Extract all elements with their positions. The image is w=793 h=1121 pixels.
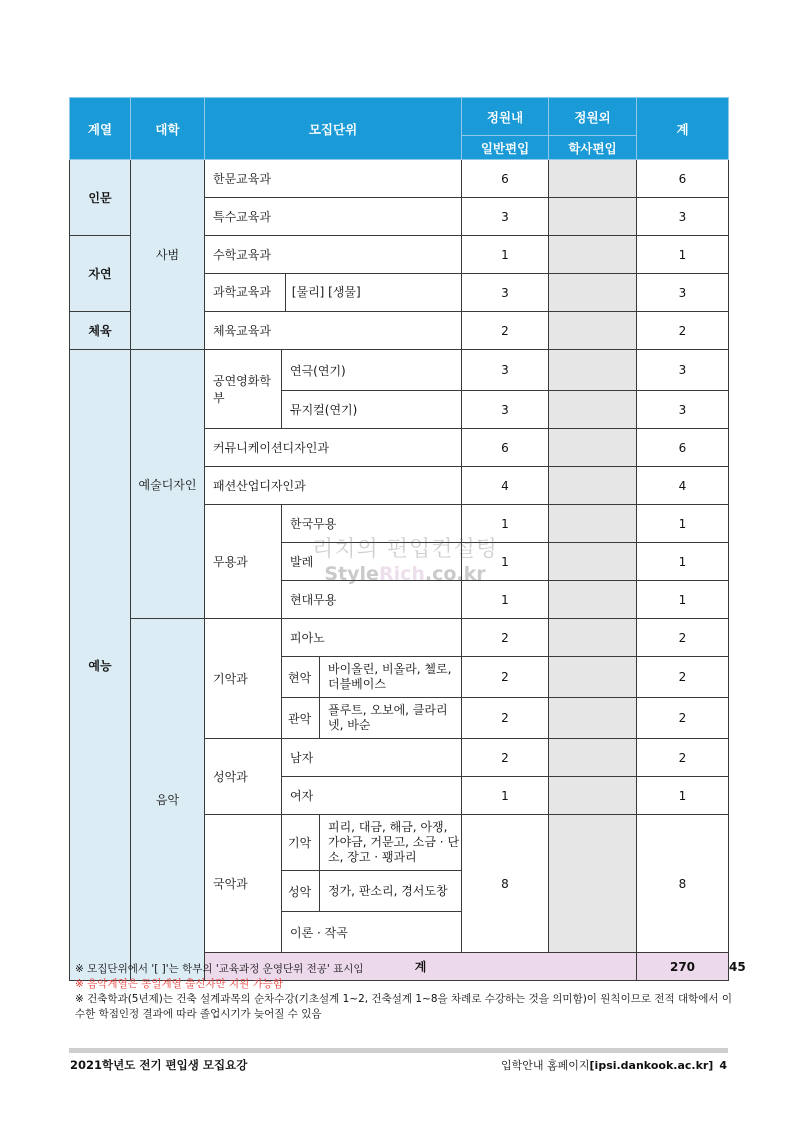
count-total: 6 bbox=[637, 160, 729, 198]
unit-gwahak: 과학교육과 bbox=[213, 285, 271, 299]
count-ilban: 1 bbox=[462, 581, 549, 619]
unit-gwanak-detail: 플루트, 오보에, 클라리넷, 바순 bbox=[320, 698, 462, 739]
group-cheyuk: 체육 bbox=[70, 312, 131, 350]
count-total: 3 bbox=[637, 198, 729, 236]
header-haksa: 학사편입 bbox=[549, 136, 637, 160]
footer-divider bbox=[69, 1048, 728, 1053]
count-total: 1 bbox=[637, 777, 729, 815]
count-ilban: 8 bbox=[462, 815, 549, 953]
count-haksa-empty bbox=[549, 619, 637, 657]
group-yeneung: 예능 bbox=[70, 350, 131, 981]
count-total: 6 bbox=[637, 429, 729, 467]
unit-hanmun: 한문교육과 bbox=[205, 160, 462, 198]
count-haksa-empty bbox=[549, 160, 637, 198]
note-3: ※ 건축학과(5년제)는 건축 설계과목의 순차수강(기초설계 1~2, 건축설계 1~8을 차례로 수강하는 것을 의미함)이 원칙이므로 전적 대학에서 이수한 학점인정 결과에 따라 졸업시기가 늦어질 수 있음 bbox=[75, 993, 733, 1020]
count-haksa-empty bbox=[549, 739, 637, 777]
header-gye: 계 bbox=[637, 98, 729, 160]
count-total: 2 bbox=[637, 619, 729, 657]
count-haksa-empty bbox=[549, 505, 637, 543]
group-jayeon: 자연 bbox=[70, 236, 131, 312]
count-total: 2 bbox=[637, 657, 729, 698]
count-haksa-empty bbox=[549, 543, 637, 581]
unit-namja: 남자 bbox=[282, 739, 462, 777]
unit-seongak: 성악과 bbox=[205, 739, 282, 815]
count-ilban: 2 bbox=[462, 739, 549, 777]
count-haksa-empty bbox=[549, 236, 637, 274]
count-total: 1 bbox=[637, 505, 729, 543]
note-1: ※ 모집단위에서 '[ ]'는 학부의 '교육과정 운영단위 전공' 표시임 bbox=[75, 963, 364, 975]
unit-gongyeon: 공연영화학부 bbox=[205, 350, 282, 429]
unit-teuksu: 특수교육과 bbox=[205, 198, 462, 236]
count-ilban: 3 bbox=[462, 274, 549, 312]
count-haksa-empty bbox=[549, 698, 637, 739]
count-ilban: 2 bbox=[462, 312, 549, 350]
unit-gugak-seongak-detail: 정가, 판소리, 경서도창 bbox=[320, 871, 462, 912]
count-total: 2 bbox=[637, 312, 729, 350]
total-label: 계 bbox=[205, 953, 637, 981]
unit-muyong: 무용과 bbox=[205, 505, 282, 619]
unit-gugak: 국악과 bbox=[205, 815, 282, 953]
unit-fashion: 패션산업디자인과 bbox=[205, 467, 462, 505]
unit-hyeonak: 현악 bbox=[282, 657, 320, 698]
unit-suhak: 수학교육과 bbox=[205, 236, 462, 274]
unit-yeoja: 여자 bbox=[282, 777, 462, 815]
count-haksa-empty bbox=[549, 467, 637, 505]
unit-gwahak-cell bbox=[205, 274, 462, 312]
recruitment-table: 계열 대학 모집단위 정원내 정원외 계 일반편입 학사편입 인문 사범 한문교육과 6 6 특수교육과 3 3 자연 수학교육과 1 1 과학교육과 [물리] [생물] 3 3 체육 체육교육과 2 2 예능 예술디자인 공연영화학부 연극(연기) 3 3 뮤지컬(연기) 3 3 커뮤니케이션디자인과 6 6 패션산업디자인과 4 4 무용과 한국무용 1 1 발레 1 1 현대무용 1 1 음악 기악과 피아노 2 2 현악 바이올린, 비올라, 첼로, 더블베이스 2 2 관악 플루트, 오보에, 클라리넷, 바순 2 2 성악과 남자 2 2 여자 1 1 국악과 기악 피리, 대금, 해금, 아쟁, 가야금, 거문고, 소금 · 단소, 장고 · 꽹과리 8 8 성악 정가, 판소리, 경서도창 이론 · 작곡 계 270 45 bbox=[69, 97, 729, 981]
header-gyeyeol: 계열 bbox=[70, 98, 131, 160]
total-ilban: 270 bbox=[637, 953, 729, 981]
count-total: 4 bbox=[637, 467, 729, 505]
count-ilban: 3 bbox=[462, 391, 549, 429]
group-inmun: 인문 bbox=[70, 160, 131, 236]
footer-title: 2021학년도 전기 편입생 모집요강 bbox=[70, 1058, 248, 1072]
count-total: 3 bbox=[637, 391, 729, 429]
unit-modern: 현대무용 bbox=[282, 581, 462, 619]
unit-communication: 커뮤니케이션디자인과 bbox=[205, 429, 462, 467]
watermark-line1: 리치의 편입컨설팅 bbox=[312, 537, 499, 562]
footer-homepage: 입학안내 홈페이지 bbox=[501, 1059, 590, 1072]
count-haksa-empty bbox=[549, 274, 637, 312]
header-jeongwonoe: 정원외 bbox=[549, 98, 637, 136]
unit-yeongeuk: 연극(연기) bbox=[282, 350, 462, 391]
count-haksa-empty bbox=[549, 777, 637, 815]
unit-gugak-giak-detail: 피리, 대금, 해금, 아쟁, 가야금, 거문고, 소금 · 단소, 장고 · 꽹과리 bbox=[320, 815, 462, 871]
count-ilban: 4 bbox=[462, 467, 549, 505]
college-yesul: 예술디자인 bbox=[131, 350, 205, 619]
count-ilban: 6 bbox=[462, 160, 549, 198]
header-ilban: 일반편입 bbox=[462, 136, 549, 160]
count-ilban: 2 bbox=[462, 657, 549, 698]
header-daehak: 대학 bbox=[131, 98, 205, 160]
unit-giak: 기악과 bbox=[205, 619, 282, 739]
count-haksa-empty bbox=[549, 581, 637, 619]
count-ilban: 3 bbox=[462, 350, 549, 391]
unit-gwanak: 관악 bbox=[282, 698, 320, 739]
count-haksa-empty bbox=[549, 391, 637, 429]
count-total: 2 bbox=[637, 698, 729, 739]
notes bbox=[75, 962, 735, 1022]
unit-piano: 피아노 bbox=[282, 619, 462, 657]
count-ilban: 3 bbox=[462, 198, 549, 236]
count-total: 8 bbox=[637, 815, 729, 953]
count-total: 3 bbox=[637, 274, 729, 312]
unit-hyeonak-detail: 바이올린, 비올라, 첼로, 더블베이스 bbox=[320, 657, 462, 698]
watermark-line2: StyleRich.co.kr bbox=[324, 563, 486, 585]
unit-gugak-seongak: 성악 bbox=[282, 871, 320, 912]
count-ilban: 2 bbox=[462, 698, 549, 739]
unit-cheyukedu: 체육교육과 bbox=[205, 312, 462, 350]
college-sabeom: 사범 bbox=[131, 160, 205, 350]
header-mojip: 모집단위 bbox=[205, 98, 462, 160]
page-number: 4 bbox=[719, 1059, 727, 1072]
count-haksa-empty bbox=[549, 350, 637, 391]
unit-musical: 뮤지컬(연기) bbox=[282, 391, 462, 429]
count-total: 3 bbox=[637, 350, 729, 391]
note-2: ※ 음악계열은 동일계열 출신자만 지원 가능함 bbox=[75, 978, 284, 990]
unit-gwahak-major: [물리] [생물] bbox=[291, 285, 361, 299]
count-total: 2 bbox=[637, 739, 729, 777]
unit-hanguk: 한국무용 bbox=[282, 505, 462, 543]
count-ilban: 1 bbox=[462, 236, 549, 274]
count-ilban: 2 bbox=[462, 619, 549, 657]
count-total: 1 bbox=[637, 581, 729, 619]
unit-gugak-giak: 기악 bbox=[282, 815, 320, 871]
count-ilban: 6 bbox=[462, 429, 549, 467]
count-haksa-empty bbox=[549, 657, 637, 698]
count-haksa-empty bbox=[549, 198, 637, 236]
header-jeongwonnae: 정원내 bbox=[462, 98, 549, 136]
count-total: 1 bbox=[637, 236, 729, 274]
count-total: 1 bbox=[637, 543, 729, 581]
unit-ballet: 발레 bbox=[282, 543, 462, 581]
count-haksa-empty bbox=[549, 429, 637, 467]
unit-iron: 이론 · 작곡 bbox=[282, 912, 462, 953]
count-ilban: 1 bbox=[462, 505, 549, 543]
college-eumak: 음악 bbox=[131, 619, 205, 981]
count-ilban: 1 bbox=[462, 543, 549, 581]
footer-right bbox=[501, 1057, 727, 1073]
count-ilban: 1 bbox=[462, 777, 549, 815]
footer-url[interactable]: [ipsi.dankook.ac.kr] bbox=[589, 1059, 714, 1072]
count-haksa-empty bbox=[549, 312, 637, 350]
count-haksa-empty bbox=[549, 815, 637, 953]
